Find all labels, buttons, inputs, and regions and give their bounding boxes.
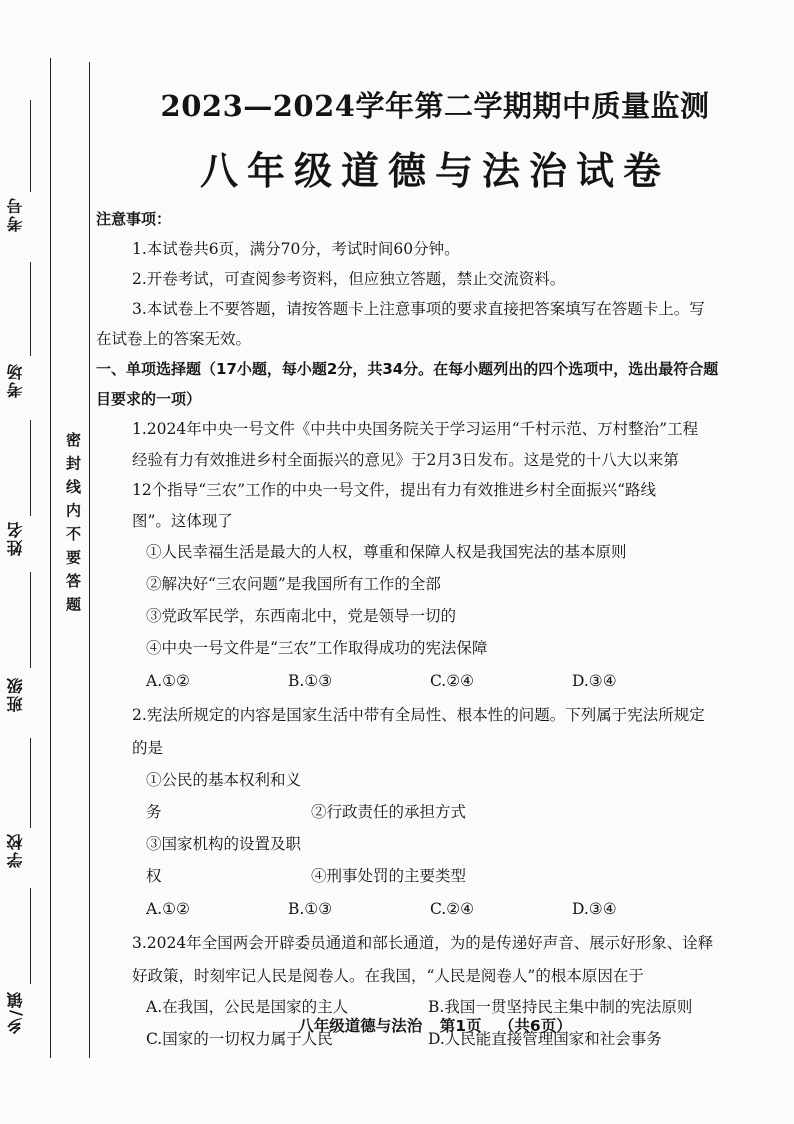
option-d: D.③④ bbox=[572, 672, 617, 690]
question-stem-line: 3.2024年全国两会开辟委员通道和部长通道，为的是传递好声音、展示好形象、诠释 bbox=[132, 934, 714, 952]
question-stem-line: 2.宪法所规定的内容是国家生活中带有全局性、根本性的问题。下列属于宪法所规定 bbox=[132, 706, 705, 724]
question-stem-line: 图”。这体现了 bbox=[132, 511, 233, 530]
side-field-line bbox=[30, 262, 31, 356]
exam-title: 2023—2024学年第二学期期中质量监测 bbox=[160, 89, 710, 123]
question-stem-line: 好政策，时刻牢记人民是阅卷人。在我国，“人民是阅卷人”的根本原因在于 bbox=[132, 966, 644, 985]
question-stem-line: 的是 bbox=[132, 739, 164, 757]
exam-subtitle: 八年级道德与法治试卷 bbox=[199, 148, 670, 193]
statement: ③党政军民学，东西南北中，党是领导一切的 bbox=[146, 607, 457, 625]
statement: ①人民幸福生活是最大的人权，尊重和保障人权是我国宪法的基本原则 bbox=[146, 543, 627, 561]
note-item: 2.开卷考试，可查阅参考资料，但应独立答题，禁止交流资料。 bbox=[132, 270, 566, 288]
question-2 bbox=[96, 700, 766, 926]
option-a: A.在我国，公民是国家的主人 bbox=[146, 998, 349, 1016]
side-field-label: 学校 bbox=[6, 832, 25, 868]
binding-line-inner bbox=[89, 62, 90, 1058]
option-c: C.国家的一切权力属于人民 bbox=[146, 1030, 333, 1048]
side-field-label: 考场 bbox=[6, 362, 25, 398]
note-item: 3.本试卷上不要答题，请按答题卡上注意事项的要求直接把答案填写在答题卡上。写 bbox=[132, 300, 705, 318]
side-field-label: 姓名 bbox=[6, 520, 25, 556]
footer-page-number: 第1页 bbox=[439, 1017, 482, 1035]
option-a: A.①② bbox=[146, 900, 190, 918]
side-field-line bbox=[30, 572, 31, 668]
option-c: C.②④ bbox=[430, 900, 475, 918]
question-stem-line: 经验有力有效推进乡村全面振兴的意见》于2月3日发布。这是党的十八大以来第 bbox=[132, 450, 679, 469]
statement: ④刑事处罚的主要类型 bbox=[310, 867, 466, 885]
seal-line-warning: 密封线内不要答题 bbox=[64, 432, 82, 620]
section-heading-cont: 目要求的一项） bbox=[96, 390, 202, 408]
option-b: B.我国一贯坚持民主集中制的宪法原则 bbox=[428, 998, 693, 1016]
footer-total-pages: （共6页） bbox=[498, 1017, 572, 1035]
side-field-line bbox=[30, 888, 31, 984]
exam-body bbox=[96, 204, 766, 1055]
side-field-label: 乡/镇 bbox=[6, 990, 25, 1034]
note-item: 1.本试卷共6页，满分70分，考试时间60分钟。 bbox=[132, 240, 460, 258]
side-field-line bbox=[30, 100, 31, 192]
question-1 bbox=[96, 414, 766, 698]
page-footer bbox=[100, 1014, 770, 1036]
footer-subject: 八年级道德与法治 bbox=[298, 1017, 423, 1035]
option-b: B.①③ bbox=[288, 900, 333, 918]
side-field-label: 考号 bbox=[6, 196, 25, 232]
answer-options bbox=[96, 892, 766, 926]
answer-options bbox=[96, 664, 766, 698]
statement: ①公民的基本权利和义务 bbox=[146, 771, 302, 821]
statement-row bbox=[96, 764, 766, 828]
question-stem-line: 1.2024年中央一号文件《中共中央国务院关于学习运用“千村示范、万村整治”工程 bbox=[132, 420, 699, 438]
statement-row bbox=[96, 828, 766, 892]
side-field-line bbox=[30, 420, 31, 516]
statement: ④中央一号文件是“三农”工作取得成功的宪法保障 bbox=[146, 639, 488, 657]
binding-line-outer bbox=[50, 58, 51, 1058]
statement: ②解决好“三农问题”是我国所有工作的全部 bbox=[146, 575, 441, 593]
statement: ②行政责任的承担方式 bbox=[310, 803, 466, 821]
option-d: D.③④ bbox=[572, 900, 617, 918]
option-a: A.①② bbox=[146, 672, 190, 690]
note-item: 在试卷上的答案无效。 bbox=[96, 330, 252, 348]
side-field-label: 班级 bbox=[6, 676, 25, 712]
option-d: D.人民能直接管理国家和社会事务 bbox=[428, 1030, 662, 1048]
question-stem-line: 12个指导“三农”工作的中央一号文件，提出有力有效推进乡村全面振兴“路线 bbox=[132, 481, 656, 499]
option-b: B.①③ bbox=[288, 672, 333, 690]
section-heading: 一、单项选择题（17小题，每小题2分，共34分。在每小题列出的四个选项中，选出最符合题 bbox=[96, 360, 719, 378]
option-c: C.②④ bbox=[430, 672, 475, 690]
side-field-line bbox=[30, 738, 31, 828]
statement: ③国家机构的设置及职权 bbox=[146, 835, 302, 885]
notes-heading: 注意事项： bbox=[96, 210, 172, 228]
